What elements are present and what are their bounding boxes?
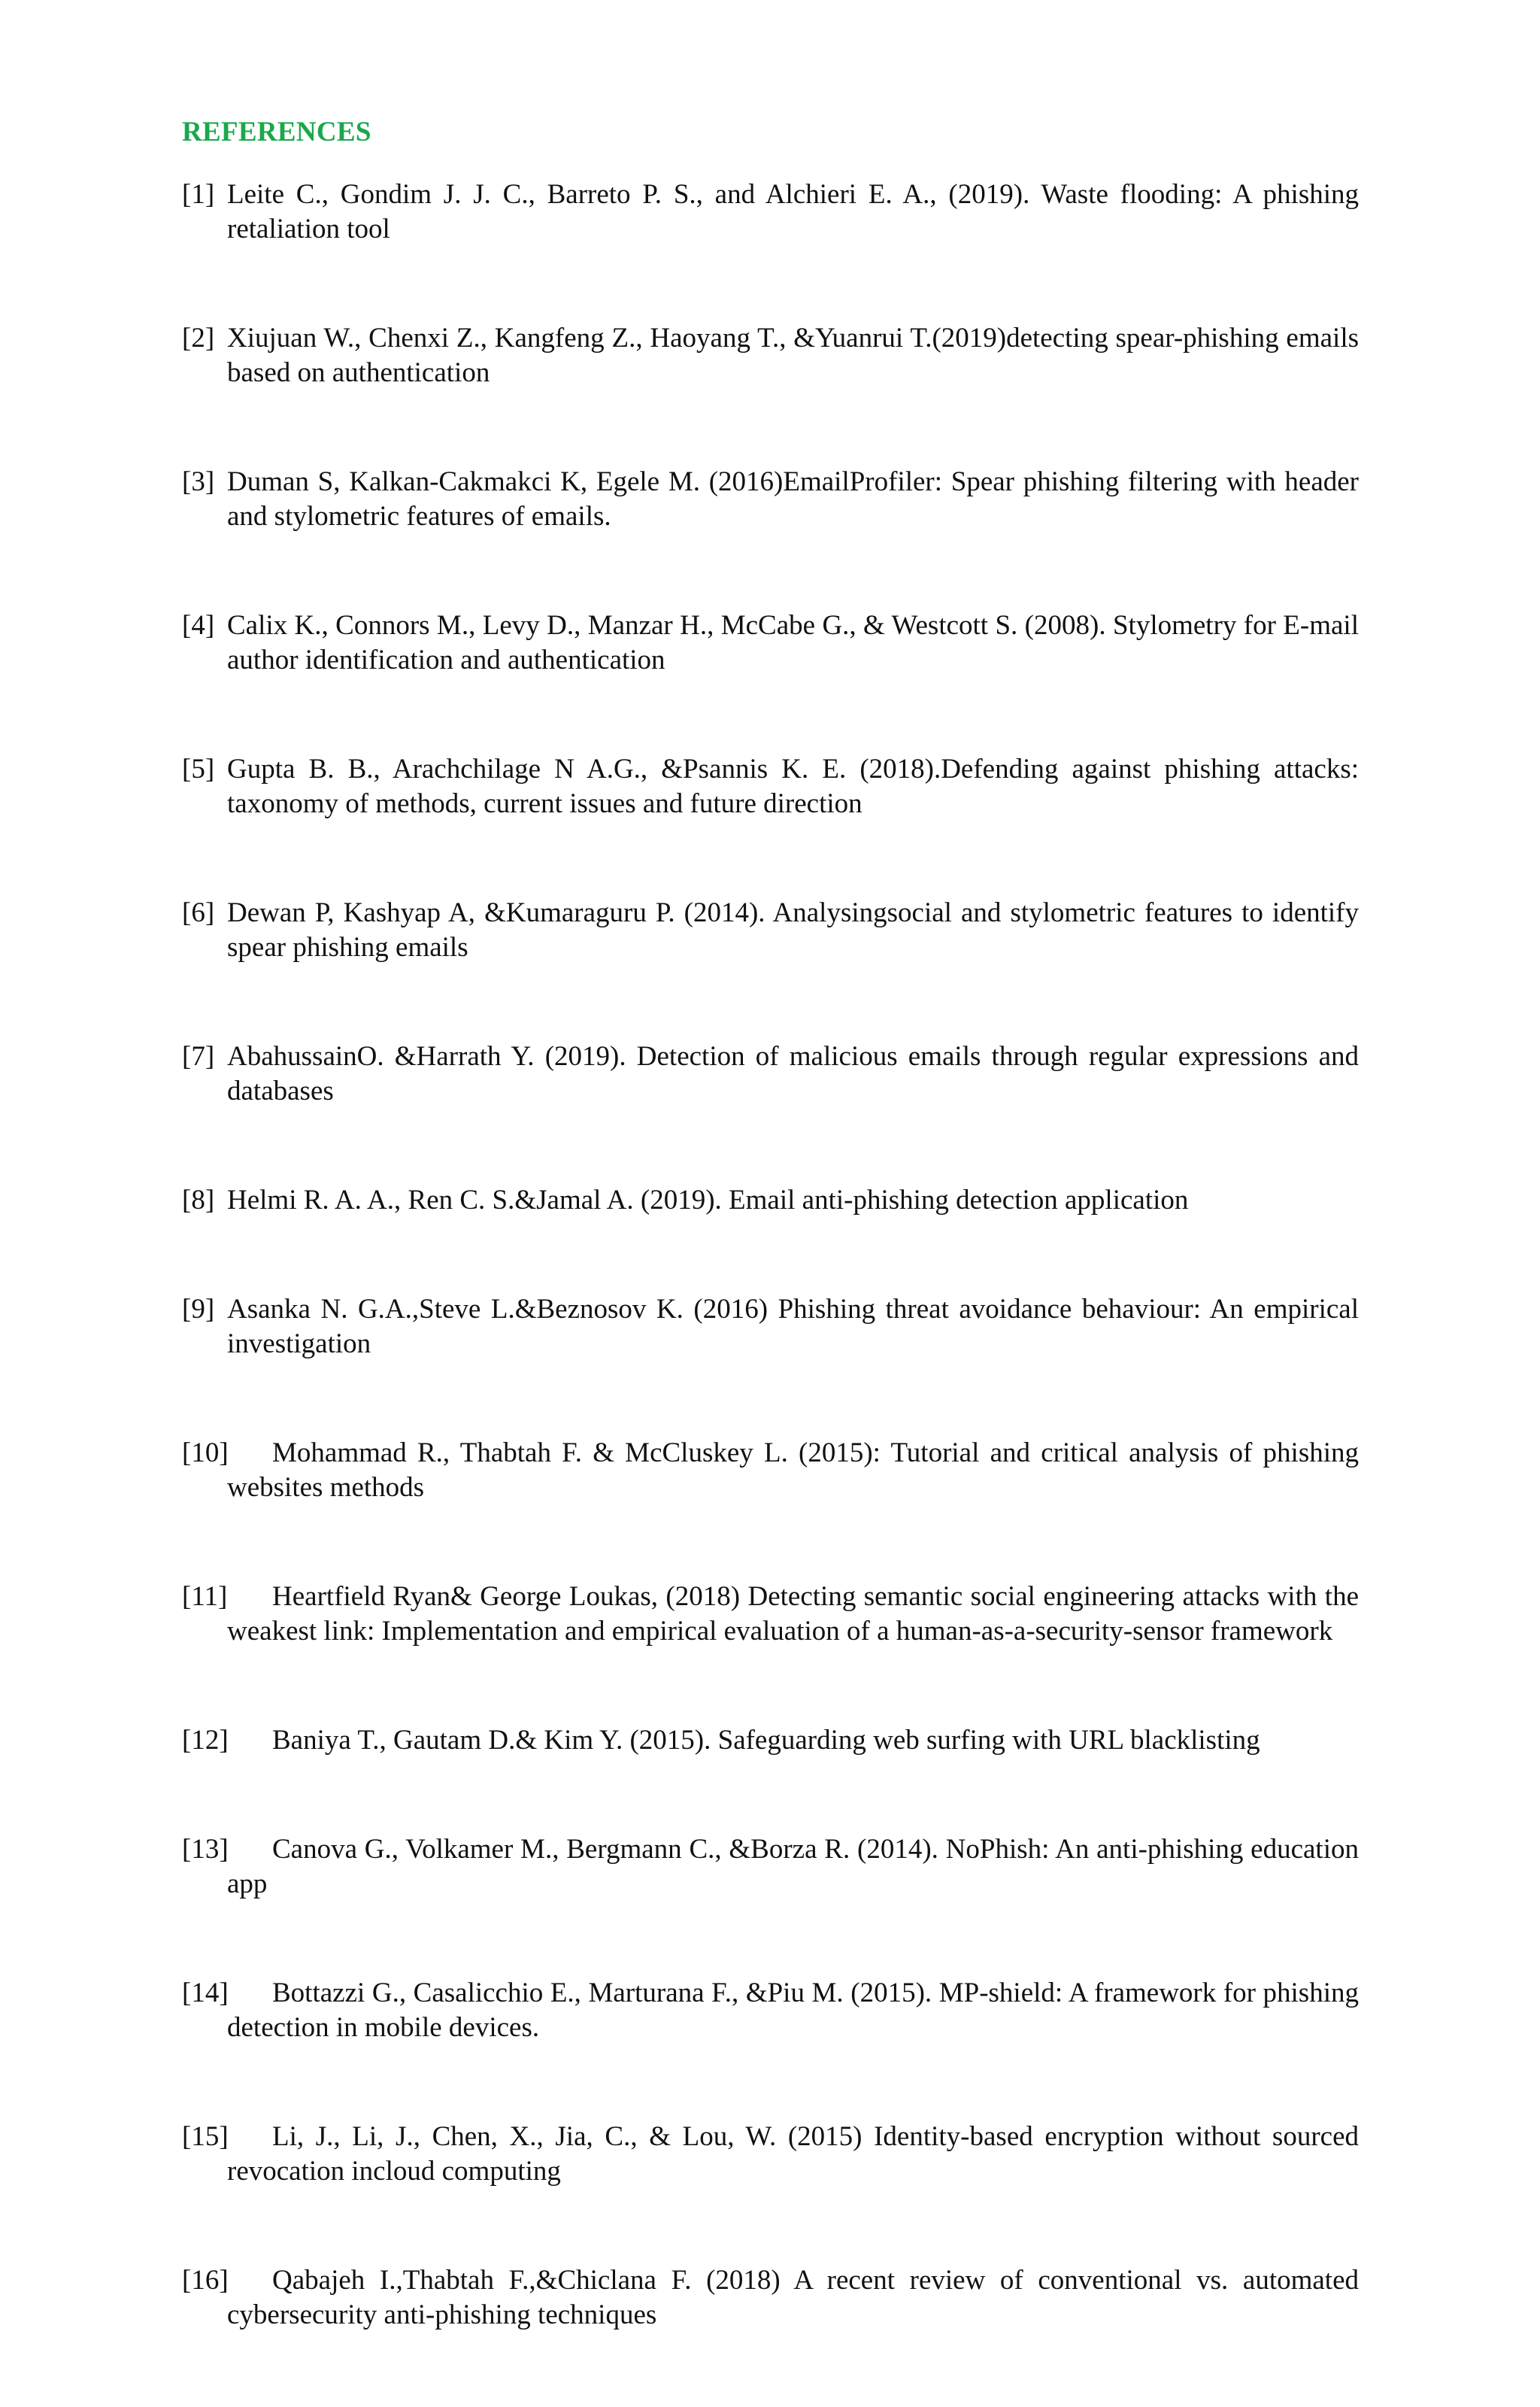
reference-item bbox=[182, 896, 1359, 965]
reference-number: [4] bbox=[182, 610, 215, 641]
reference-text: Heartfield Ryan& George Loukas, (2018) Detecting semantic social engineering attacks with the weakest link: Implementation and empirical evaluation of a human-as-a-security-sensor framework bbox=[227, 1581, 1359, 1647]
reference-item bbox=[182, 1183, 1359, 1218]
reference-item bbox=[182, 1723, 1359, 1758]
reference-text: Canova G., Volkamer M., Bergmann C., &Borza R. (2014). NoPhish: An anti-phishing education app bbox=[227, 1834, 1359, 1899]
reference-item bbox=[182, 1580, 1359, 1649]
reference-text: Asanka N. G.A.,Steve L.&Beznosov K. (2016) Phishing threat avoidance behaviour: An empirical investigation bbox=[227, 1294, 1359, 1359]
reference-text: Xiujuan W., Chenxi Z., Kangfeng Z., Haoyang T., &Yuanrui T.(2019)detecting spear-phishing emails based on authentication bbox=[227, 323, 1359, 388]
reference-item bbox=[182, 1040, 1359, 1109]
reference-text: Qabajeh I.,Thabtah F.,&Chiclana F. (2018) A recent review of conventional vs. automated cybersecurity anti-phishing techniques bbox=[227, 2265, 1359, 2330]
reference-number: [1] bbox=[182, 179, 215, 210]
reference-item bbox=[182, 1292, 1359, 1361]
reference-number: [6] bbox=[182, 897, 215, 928]
reference-number: [9] bbox=[182, 1294, 215, 1325]
reference-text: Calix K., Connors M., Levy D., Manzar H., McCabe G., & Westcott S. (2008). Stylometry for E-mail author identification and authentication bbox=[227, 610, 1359, 675]
reference-text: Duman S, Kalkan-Cakmakci K, Egele M. (2016)EmailProfiler: Spear phishing filtering with header and stylometric features of emails. bbox=[227, 466, 1359, 532]
reference-text: Leite C., Gondim J. J. C., Barreto P. S., and Alchieri E. A., (2019). Waste flooding: A phishing retaliation tool bbox=[227, 179, 1359, 244]
reference-item bbox=[182, 2120, 1359, 2189]
reference-number: [2] bbox=[182, 323, 215, 354]
reference-number: [13] bbox=[182, 1834, 229, 1865]
reference-item bbox=[182, 178, 1359, 247]
reference-number: [11] bbox=[182, 1581, 228, 1612]
reference-number: [10] bbox=[182, 1437, 229, 1468]
reference-text: Bottazzi G., Casalicchio E., Marturana F., &Piu M. (2015). MP-shield: A framework for phishing detection in mobile devices. bbox=[227, 1978, 1359, 2043]
reference-item bbox=[182, 2263, 1359, 2333]
reference-number: [8] bbox=[182, 1185, 215, 1216]
reference-number: [16] bbox=[182, 2265, 229, 2296]
reference-list bbox=[182, 178, 1359, 2407]
reference-item bbox=[182, 609, 1359, 678]
reference-text: AbahussainO. &Harrath Y. (2019). Detection of malicious emails through regular expressions and databases bbox=[227, 1041, 1359, 1106]
reference-text: Gupta B. B., Arachchilage N A.G., &Psannis K. E. (2018).Defending against phishing attacks: taxonomy of methods, current issues and future direction bbox=[227, 754, 1359, 819]
reference-text: Baniya T., Gautam D.& Kim Y. (2015). Safeguarding web surfing with URL blacklisting bbox=[272, 1725, 1260, 1756]
reference-text: Helmi R. A. A., Ren C. S.&Jamal A. (2019). Email anti-phishing detection application bbox=[227, 1185, 1189, 1216]
reference-number: [7] bbox=[182, 1041, 215, 1072]
reference-text: Dewan P, Kashyap A, &Kumaraguru P. (2014). Analysingsocial and stylometric features to identify spear phishing emails bbox=[227, 897, 1359, 963]
reference-item bbox=[182, 752, 1359, 821]
reference-item bbox=[182, 1976, 1359, 2045]
reference-item bbox=[182, 465, 1359, 534]
reference-number: [3] bbox=[182, 466, 215, 497]
reference-item bbox=[182, 1832, 1359, 1902]
reference-number: [12] bbox=[182, 1725, 229, 1756]
references-heading: REFERENCES bbox=[182, 117, 371, 147]
reference-text: Li, J., Li, J., Chen, X., Jia, C., & Lou, W. (2015) Identity-based encryption without sourced revocation incloud computing bbox=[227, 2121, 1359, 2187]
reference-item bbox=[182, 321, 1359, 390]
reference-number: [15] bbox=[182, 2121, 229, 2152]
reference-item bbox=[182, 1436, 1359, 1505]
reference-number: [5] bbox=[182, 754, 215, 785]
reference-text: Mohammad R., Thabtah F. & McCluskey L. (2015): Tutorial and critical analysis of phishing websites methods bbox=[227, 1437, 1359, 1503]
reference-number: [14] bbox=[182, 1978, 229, 2008]
